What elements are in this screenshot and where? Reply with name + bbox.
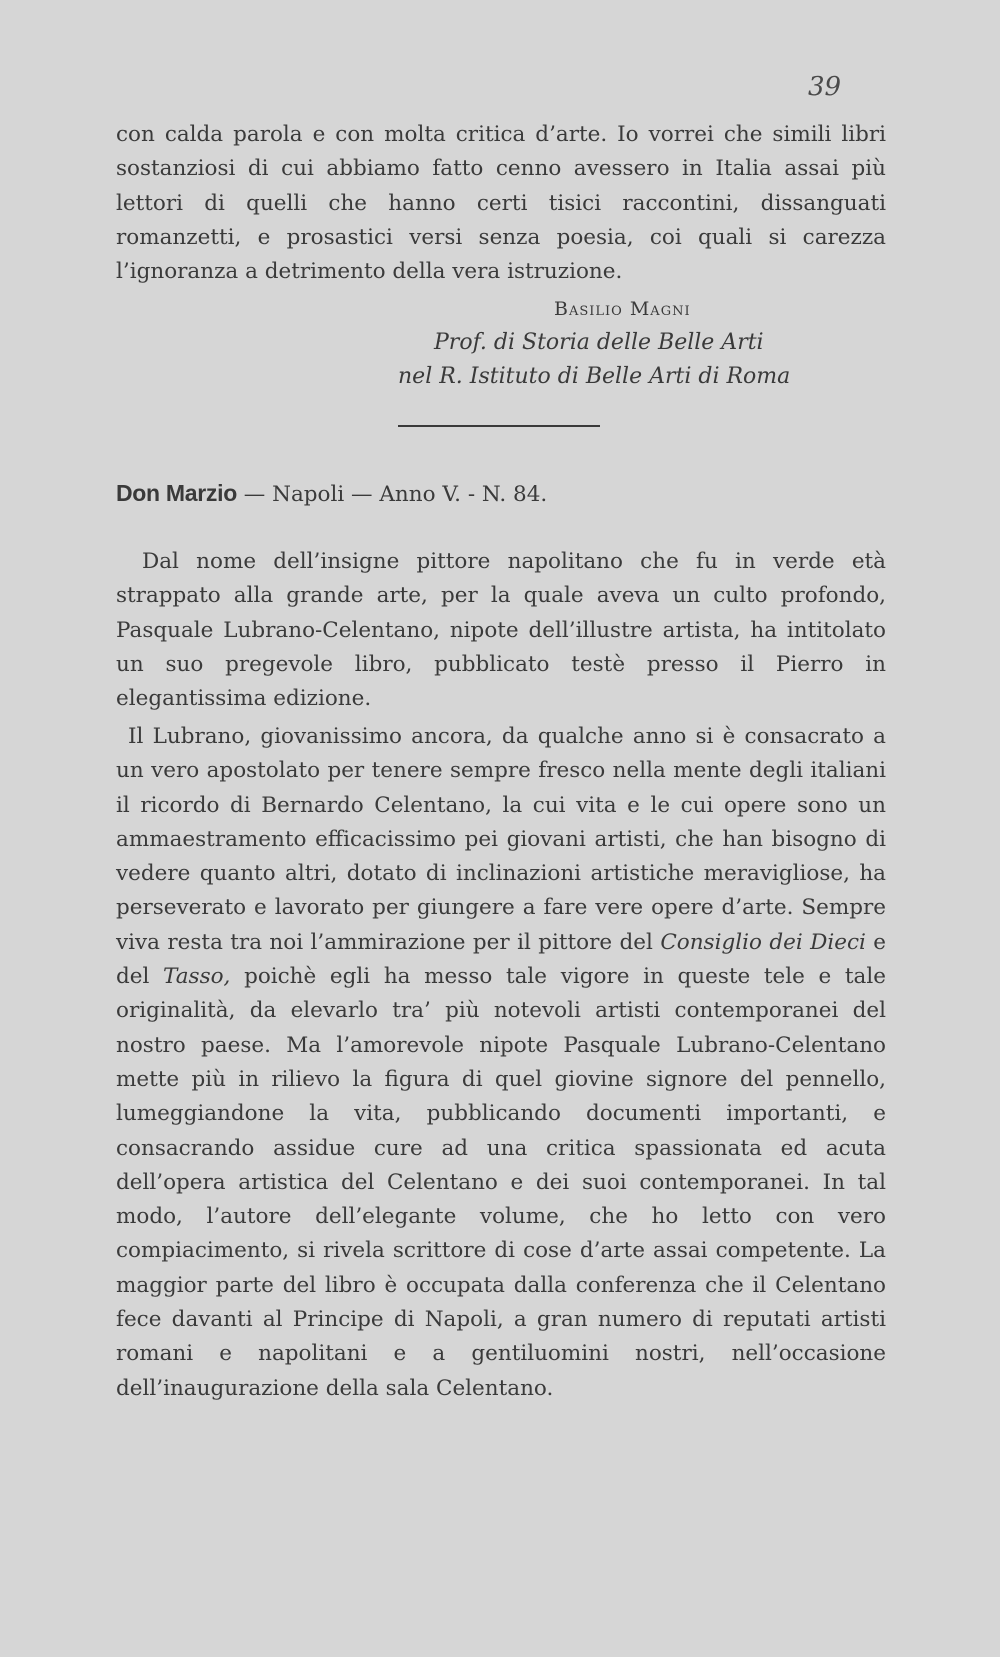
signature-title-line1: Prof. di Storia delle Belle Arti (434, 330, 764, 355)
intro-paragraph: con calda parola e con molta critica d’arte. Io vorrei che simili libri sostanziosi di cui abbiamo fatto cenno avessero in Italia assai più lettori di quelli che hanno certi tisici raccontini, dissanguati romanzetti, e prosastici versi senza poesia, coi quali si carezza l’ignoranza a detrimento della vera istruzione. (116, 122, 886, 285)
review-paragraph-2-mid: e del (116, 929, 887, 990)
signature-name: Basilio Magni (554, 298, 691, 320)
review-paragraph-2 (116, 720, 886, 1406)
review-paragraph-2-part1: Il Lubrano, giovanissimo ancora, da qualche anno si è consacrato a un vero apostolato per tenere sempre fresco nella mente degli italiani il ricordo di Bernardo Celentano, la cui vita e le cui opere sono un ammaestramento efficacissimo pei giovani artisti, che han bisogno di vedere quanto altri, dotato di inclinazioni artistiche meravigliose, ha perseverato e lavorato per giungere a fare vere opere d’arte. Sempre viva resta tra noi l’ammirazione per il pittore del (116, 724, 886, 955)
work-title-consiglio: Consiglio dei Dieci (660, 929, 866, 955)
review-paragraph-2-part2: poichè egli ha messo tale vigore in queste tele e tale originalità, da elevarlo tra’ più notevoli artisti contemporanei del nostro paese. Ma l’amorevole nipote Pasquale Lubrano-Celentano mette più in rilievo la figura di quel giovine signore del pennello, lumeggiandone la vita, pubblicando documenti importanti, e consacrando assidue cure ad una critica spassionata ed acuta dell’opera artistica del Celentano e dei suoi contemporanei. In tal modo, l’autore dell’elegante volume, che ho letto con vero compiacimento, si rivela scrittore di cose d’arte assai competente. La maggior parte del libro è occupata dalla conferenza che il Celentano fece davanti al Principe di Napoli, a gran numero di reputati artisti romani e napolitani e a gentiluomini nostri, nell’occasione dell’inaugurazione della sala Celentano. (116, 964, 886, 1401)
review-paragraph-1: Dal nome dell’insigne pittore napolitano che fu in verde età strappato alla grande arte, per la quale aveva un culto profondo, Pasquale Lubrano-Celentano, nipote dell’illustre artista, ha intitolato un suo pregevole libro, pubblicato testè presso il Pierro in elegantissima edizione. (116, 549, 886, 712)
work-title-tasso: Tasso, (163, 964, 231, 990)
signature-title (398, 326, 791, 394)
page-number: 39 (808, 72, 842, 102)
journal-name: Don Marzio (116, 480, 237, 506)
journal-source: — Napoli — Anno V. - N. 84. (243, 482, 548, 507)
review-heading (116, 480, 547, 507)
section-divider (398, 425, 600, 427)
signature-title-line2: nel R. Istituto di Belle Arti di Roma (398, 364, 791, 389)
